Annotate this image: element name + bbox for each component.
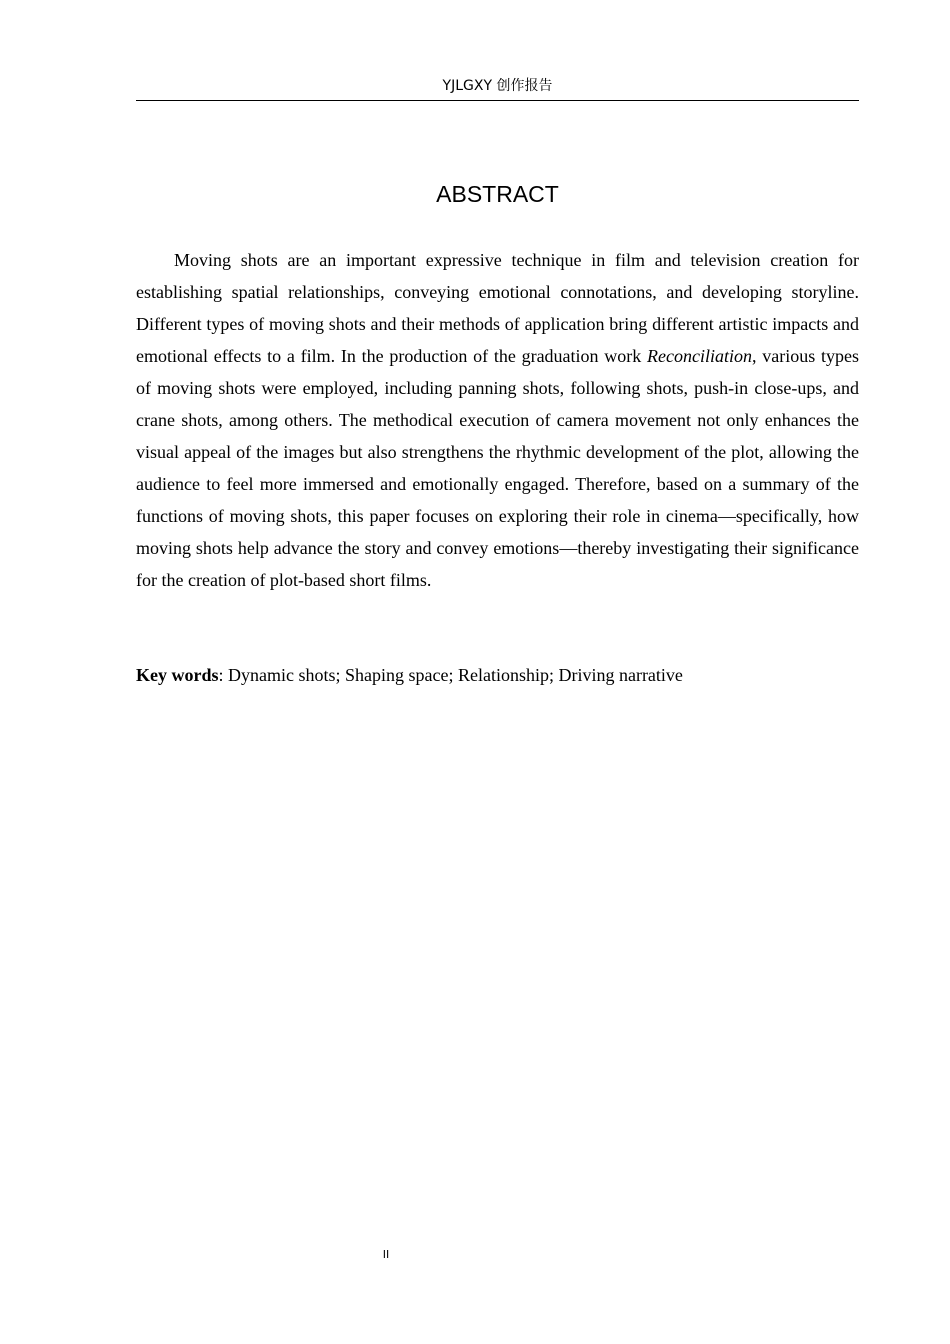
- page-number: II: [382, 1248, 390, 1261]
- abstract-text-part-1: Moving shots are an important expressive technique in film and television creation for establishing spatial relationships, conveying emotional connotations, and developing storyline. Different types of moving shots and their methods of application bring different artistic impacts and emotional effects to a film. In the production of the graduation work: [136, 250, 859, 366]
- keywords-list: : Dynamic shots; Shaping space; Relationship; Driving narrative: [218, 665, 683, 685]
- running-header: YJLGXY 创作报告: [442, 78, 553, 94]
- header-rule: [136, 100, 859, 101]
- abstract-body: [136, 244, 859, 596]
- abstract-title: ABSTRACT: [436, 181, 559, 207]
- keywords-line: [136, 660, 859, 690]
- work-title: Reconciliation: [647, 346, 753, 366]
- abstract-text-part-2: , various types of moving shots were employed, including panning shots, following shots, push-in close-ups, and crane shots, among others. The methodical execution of camera movement not only enhances the visual appeal of the images but also strengthens the rhythmic development of the plot, allowing the audience to feel more immersed and emotionally engaged. Therefore, based on a summary of the functions of moving shots, this paper focuses on exploring their role in cinema—specifically, how moving shots help advance the story and convey emotions—thereby investigating their significance for the creation of plot-based short films.: [136, 346, 860, 590]
- keywords-label: Key words: [136, 665, 219, 685]
